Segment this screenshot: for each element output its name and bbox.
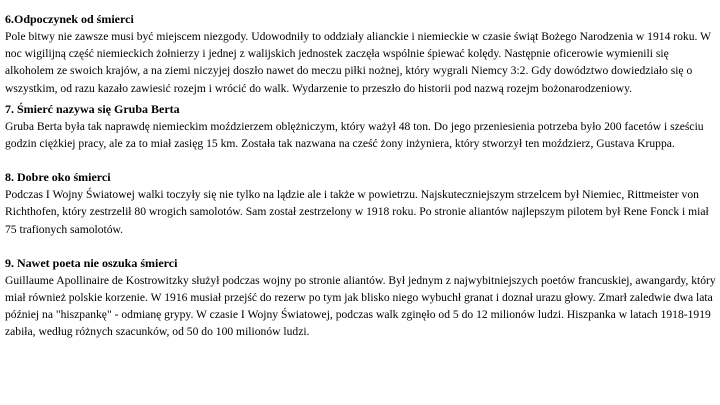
section-heading: 7. Śmierć nazywa się Gruba Berta: [5, 101, 180, 116]
document-page: [5, 11, 717, 341]
section-heading: 8. Dobre oko śmierci: [5, 170, 111, 185]
section-body: Podczas I Wojny Światowej walki toczyły się nie tylko na lądzie ale i także w powietrzu. Najskuteczniejszym strzelcem był Niemiec, Rittmeister von Richthofen, który zestrzelił 80 wrogich samolotów. Sam został zestrzelony w 1918 roku. Po stronie aliantów najlepszym pilotem był Rene Fonck i miał 75 trafionych samolotów.: [5, 188, 709, 236]
section-gruba-berta: [5, 101, 717, 152]
section-rozejm: [5, 11, 717, 97]
section-dobre-oko: [5, 169, 717, 238]
section-poeta: [5, 255, 717, 341]
section-heading: 9. Nawet poeta nie oszuka śmierci: [5, 255, 178, 270]
section-body: Gruba Berta była tak naprawdę niemieckim moździerzem oblężniczym, który ważył 48 ton. Do jego przeniesienia potrzeba było 200 facetów i sześciu godzin ciężkiej pracy, ale za to miał zasięg 15 km. Została tak nazwana na cześć żony inżyniera, który stworzył ten moździerz, Gustava Kruppa.: [5, 119, 704, 151]
section-body: Pole bitwy nie zawsze musi być miejscem niezgody. Udowodniły to oddziały alianckie i niemieckie w czasie świąt Bożego Narodzenia w 1914 roku. W noc wigilijną część niemieckich żołnierzy i jednej z walijskich jednostek zaczęła wspólnie śpiewać kolędy. Następnie oficerowie wymienili się alkoholem ze swoich krajów, a na ziemi niczyjej doszło nawet do meczu piłki nożnej, który wygrali Niemcy 3:2. Gdy dowództwo dowiedziało się o wszystkim, od razu kazało zawiesić rozejm i wrócić do walk. Wydarzenie to przeszło do historii pod nazwą rozejm bożonarodzeniowy.: [5, 30, 711, 95]
section-body: Guillaume Apollinaire de Kostrowitzky służył podczas wojny po stronie aliantów. Był jednym z najwybitniejszych poetów francuskiej, awangardy, który miał również polskie korzenie. W 1916 musiał przejść do rezerw po tym jak blisko niego wybuchł granat i doznał urazu głowy. Zmarł zaledwie dwa lata później na "hiszpankę" - odmianę grypy. W czasie I Wojny Światowej, podczas walk zginęło od 5 do 12 milionów ludzi. Hiszpanka w latach 1918-1919 zabiła, według różnych szacunków, od 50 do 100 milionów ludzi.: [5, 273, 716, 339]
section-heading: 6.Odpoczynek od śmierci: [5, 12, 134, 26]
